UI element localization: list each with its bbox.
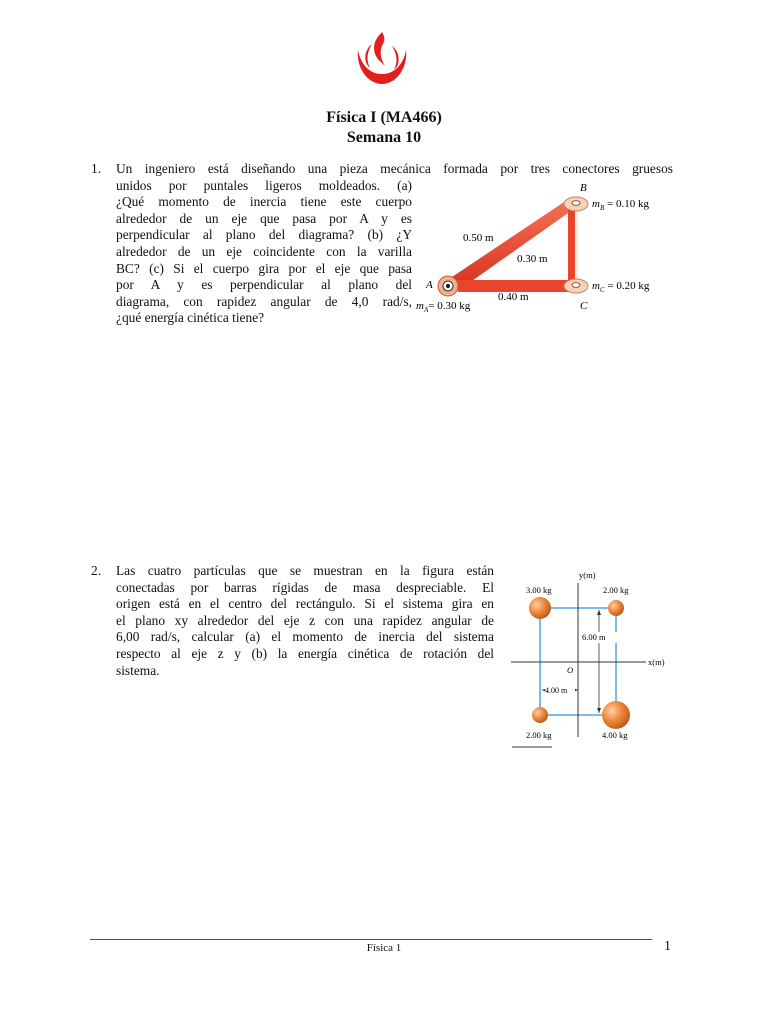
p2-line: Las cuatro partículas que se muestran en la figura están (116, 563, 494, 578)
problem-2-text (116, 563, 494, 679)
upc-logo (352, 30, 412, 88)
mass-bl: 2.00 kg (526, 730, 552, 740)
mass-tr: 2.00 kg (603, 585, 629, 595)
course-title: Física I (MA466) (326, 109, 442, 126)
p1-line: alrededor de un eje que pasa por A y es (116, 210, 412, 226)
p1-line: por A y es perpendicular al plano del (116, 277, 412, 293)
x-axis-label: x(m) (648, 657, 665, 667)
problem-2-number: 2. (91, 563, 102, 578)
strut-bc (568, 202, 576, 288)
p2-line: origen está en el centro del rectángulo. Si el sistema gira en (116, 596, 494, 612)
p1-line: alrededor de un eje coincidente con la varilla (116, 243, 412, 259)
label-c: C (580, 300, 588, 312)
figure-connectors (412, 180, 672, 320)
label-a: A (426, 279, 433, 291)
p2-line: el plano xy alrededor del eje z con una rapidez angular de (116, 612, 494, 628)
footer-rule (90, 939, 652, 940)
page-number: 1 (664, 939, 671, 954)
mass-tl: 3.00 kg (526, 585, 552, 595)
mass-c: $m_C = 0.20$ kg (592, 280, 650, 294)
p1-line: ¿Qué momento de inercia tiene este cuerpo (116, 194, 412, 210)
dist-bc: 0.30 m (517, 253, 548, 265)
p1-line: BC? (c) Si el cuerpo gira por el eje que pasa (116, 260, 412, 276)
p2-line: sistema. (116, 662, 160, 678)
footer-text: Física 1 (366, 942, 402, 954)
p2-line: 6,00 rad/s, calcular (a) el momento de inercia del sistema (116, 629, 494, 645)
origin-label: O (567, 665, 574, 675)
ball-3kg (529, 597, 551, 619)
ball-2kg-bottom (532, 707, 548, 723)
ball-2kg-top (608, 600, 624, 616)
week-title: Semana 10 (346, 129, 422, 146)
p2-line: respecto al eje z y (b) la energía cinética de rotación del (116, 645, 494, 661)
problem-1-number: 1. (91, 161, 102, 176)
width-label: 4.00 m (545, 686, 568, 695)
p1-line: diagrama, con rapidez angular de 4,0 rad/s, (116, 293, 412, 309)
figure-particles (506, 565, 676, 755)
label-b: B (580, 182, 587, 194)
ball-4kg (602, 701, 630, 729)
dist-ab: 0.50 m (463, 232, 494, 244)
mass-a: $m_A= 0.30$ kg (416, 300, 471, 314)
p1-line: perpendicular al plano del diagrama? (b) ¿Y (116, 227, 412, 243)
height-label: 6.00 m (582, 632, 606, 642)
problem-1-text (116, 178, 412, 327)
p2-line: conectadas por barras rígidas de masa despreciable. El (116, 579, 494, 595)
dist-ac: 0.40 m (498, 291, 529, 303)
p1-line: unidos por puntales ligeros moldeados. (a) (116, 177, 412, 193)
p1-line: ¿qué energía cinética tiene? (116, 310, 265, 326)
problem-1-first-line: Un ingeniero está diseñando una pieza mecánica formada por tres conectores gruesos (116, 161, 673, 176)
y-axis-label: y(m) (579, 570, 596, 580)
mass-br: 4.00 kg (602, 730, 628, 740)
mass-b: $m_B = 0.10$ kg (592, 198, 649, 212)
